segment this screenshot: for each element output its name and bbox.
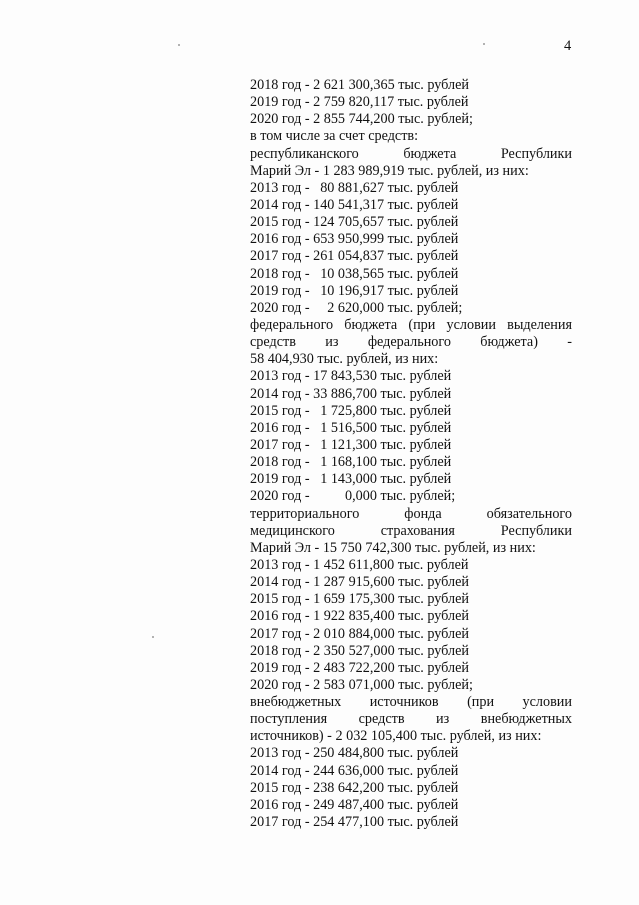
text-line: 58 404,930 тыс. рублей, из них: bbox=[250, 351, 439, 368]
text-word: выделения bbox=[507, 316, 572, 333]
justified-text-line bbox=[250, 317, 572, 334]
text-line: 2015 год - 124 705,657 тыс. рублей bbox=[250, 214, 459, 231]
text-line: 2017 год - 261 054,837 тыс. рублей bbox=[250, 248, 459, 265]
text-line: 2014 год - 1 287 915,600 тыс. рублей bbox=[250, 574, 470, 591]
page-number: 4 bbox=[564, 38, 572, 54]
text-line: 2015 год - 238 642,200 тыс. рублей bbox=[250, 779, 459, 796]
text-line: 2014 год - 244 636,000 тыс. рублей bbox=[250, 762, 459, 779]
scan-speck bbox=[152, 636, 154, 638]
text-word: республиканского bbox=[250, 145, 359, 162]
text-word: бюджета) bbox=[480, 334, 538, 351]
text-word: из bbox=[325, 334, 339, 351]
text-word: Республики bbox=[500, 522, 572, 539]
text-word: обязательного bbox=[486, 505, 572, 522]
justified-text-line bbox=[250, 523, 572, 540]
text-line: 2016 год - 653 950,999 тыс. рублей bbox=[250, 231, 459, 248]
text-word: федерального bbox=[367, 334, 451, 351]
text-line: 2015 год - 1 725,800 тыс. рублей bbox=[250, 402, 452, 419]
text-word: (при bbox=[408, 316, 436, 333]
text-word: Республики bbox=[500, 145, 572, 162]
text-line: 2019 год - 10 196,917 тыс. рублей bbox=[250, 282, 459, 299]
text-word: источников bbox=[369, 694, 439, 711]
text-line: 2017 год - 254 477,100 тыс. рублей bbox=[250, 814, 459, 831]
text-line: 2014 год - 33 886,700 тыс. рублей bbox=[250, 385, 452, 402]
text-line: 2013 год - 17 843,530 тыс. рублей bbox=[250, 368, 452, 385]
text-word: условии bbox=[446, 316, 496, 333]
text-line: 2017 год - 1 121,300 тыс. рублей bbox=[250, 436, 452, 453]
text-word: территориального bbox=[250, 505, 360, 522]
text-line: 2016 год - 1 922 835,400 тыс. рублей bbox=[250, 608, 470, 625]
text-word: (при bbox=[467, 694, 495, 711]
text-line: 2018 год - 1 168,100 тыс. рублей bbox=[250, 454, 452, 471]
text-line: 2019 год - 1 143,000 тыс. рублей bbox=[250, 471, 452, 488]
text-word: фонда bbox=[404, 505, 442, 522]
scan-speck bbox=[483, 43, 485, 45]
text-word: условии bbox=[522, 694, 572, 711]
text-line: 2013 год - 250 484,800 тыс. рублей bbox=[250, 745, 459, 762]
text-line: в том числе за счет средств: bbox=[250, 128, 419, 145]
text-line: источников) - 2 032 105,400 тыс. рублей, из них: bbox=[250, 728, 542, 745]
text-line: 2017 год - 2 010 884,000 тыс. рублей bbox=[250, 625, 470, 642]
text-word: средств bbox=[250, 334, 296, 351]
text-word: внебюджетных bbox=[480, 711, 572, 728]
text-line: 2018 год - 2 621 300,365 тыс. рублей bbox=[250, 77, 470, 93]
scan-speck bbox=[178, 44, 180, 46]
text-word: - bbox=[567, 334, 572, 351]
text-word: страхования bbox=[380, 522, 455, 539]
text-line: Марий Эл - 15 750 742,300 тыс. рублей, из них: bbox=[250, 539, 536, 556]
justified-text-line bbox=[250, 694, 572, 711]
text-word: внебюджетных bbox=[250, 694, 342, 711]
text-line: 2013 год - 1 452 611,800 тыс. рублей bbox=[250, 556, 469, 573]
text-line: 2015 год - 1 659 175,300 тыс. рублей bbox=[250, 591, 470, 608]
justified-text-line bbox=[250, 146, 572, 163]
text-word: бюджета bbox=[403, 145, 457, 162]
text-word: федерального bbox=[250, 316, 334, 333]
text-line: Марий Эл - 1 283 989,919 тыс. рублей, из них: bbox=[250, 162, 529, 179]
justified-text-line bbox=[250, 506, 572, 523]
text-line: 2018 год - 2 350 527,000 тыс. рублей bbox=[250, 642, 470, 659]
text-line: 2020 год - 0,000 тыс. рублей; bbox=[250, 488, 456, 505]
text-line: 2019 год - 2 759 820,117 тыс. рублей bbox=[250, 94, 469, 111]
text-line: 2014 год - 140 541,317 тыс. рублей bbox=[250, 196, 459, 213]
text-word: бюджета bbox=[344, 316, 398, 333]
text-word: из bbox=[436, 711, 450, 728]
text-line: 2019 год - 2 483 722,200 тыс. рублей bbox=[250, 659, 470, 676]
justified-text-line bbox=[250, 711, 572, 728]
justified-text-line bbox=[250, 334, 572, 351]
text-line: 2020 год - 2 620,000 тыс. рублей; bbox=[250, 299, 463, 316]
text-line: 2020 год - 2 855 744,200 тыс. рублей; bbox=[250, 111, 473, 128]
text-word: средств bbox=[358, 711, 405, 728]
text-line: 2016 год - 249 487,400 тыс. рублей bbox=[250, 796, 459, 813]
text-word: медицинского bbox=[250, 522, 335, 539]
funding-text-block bbox=[250, 77, 572, 831]
text-line: 2013 год - 80 881,627 тыс. рублей bbox=[250, 179, 459, 196]
text-word: поступления bbox=[250, 711, 328, 728]
text-line: 2016 год - 1 516,500 тыс. рублей bbox=[250, 419, 452, 436]
text-line: 2020 год - 2 583 071,000 тыс. рублей; bbox=[250, 676, 473, 693]
text-line: 2018 год - 10 038,565 тыс. рублей bbox=[250, 265, 459, 282]
